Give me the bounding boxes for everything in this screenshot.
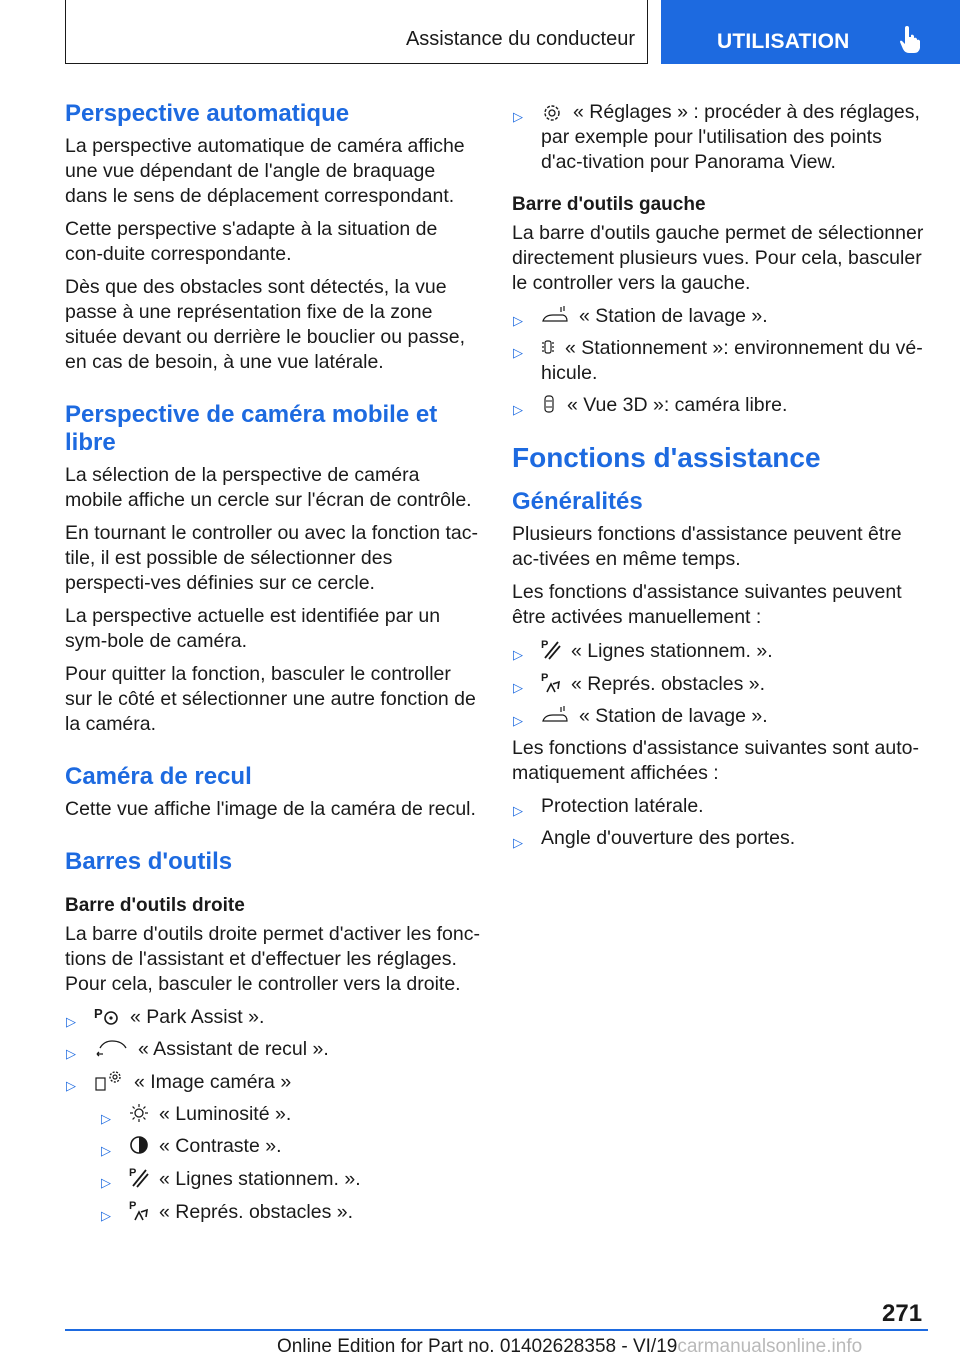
- right-column: [512, 100, 928, 858]
- paragraph: La barre d'outils gauche permet de sélectionner directement plusieurs vues. Pour cela, basculer le controller vers la gauche.: [512, 222, 924, 294]
- bullet-triangle-icon: ▷: [513, 313, 523, 328]
- list-item: [65, 1005, 480, 1030]
- svg-text:P: P: [541, 639, 549, 651]
- section-title: Barres d'outils: [65, 848, 233, 875]
- left-column: [65, 100, 480, 1232]
- list-item: [100, 1102, 480, 1127]
- list-item: [512, 304, 928, 329]
- reverse-assistant-icon: [94, 1038, 128, 1058]
- list-item: [100, 1134, 480, 1159]
- list-item: [65, 1037, 480, 1062]
- list-item-text: « Park Assist ».: [130, 1006, 265, 1028]
- list-item-text: « Image caméra »: [134, 1071, 292, 1093]
- bullet-triangle-icon: ▷: [513, 713, 523, 728]
- park-assist-icon: [94, 1006, 120, 1026]
- list-item: [512, 704, 928, 729]
- list-item-text: « Lignes stationnem. ».: [571, 640, 773, 662]
- bullet-triangle-icon: ▷: [101, 1143, 111, 1158]
- manual-functions-list: [512, 638, 928, 729]
- contrast-icon: [129, 1135, 149, 1155]
- list-item-text: « Station de lavage ».: [579, 305, 768, 327]
- chapter-title: Fonctions d'assistance: [512, 442, 821, 473]
- bullet-triangle-icon: ▷: [513, 680, 523, 695]
- bullet-triangle-icon: ▷: [513, 109, 523, 124]
- bullet-triangle-icon: ▷: [66, 1014, 76, 1029]
- list-item-text: « Lignes stationnem. ».: [159, 1168, 361, 1190]
- parking-lines-icon: [129, 1166, 149, 1188]
- paragraph: Cette perspective s'adapte à la situation de con-duite correspondante.: [65, 218, 438, 265]
- paragraph: La sélection de la perspective de caméra mobile affiche un cercle sur l'écran de contrôle.: [65, 464, 472, 511]
- brightness-icon: [129, 1103, 149, 1123]
- settings-list: [512, 100, 928, 175]
- footer-divider: [65, 1329, 928, 1331]
- list-item-text: Angle d'ouverture des portes.: [541, 827, 796, 849]
- list-item: [512, 638, 928, 664]
- list-item-text: « Assistant de recul ».: [138, 1038, 329, 1060]
- list-item-text: « Vue 3D »: caméra libre.: [567, 394, 788, 416]
- section-title: Caméra de recul: [65, 763, 252, 790]
- footer: [277, 1336, 862, 1358]
- header-tab[interactable]: [661, 0, 960, 64]
- list-item-text: « Représ. obstacles ».: [159, 1201, 354, 1223]
- list-item: [100, 1166, 480, 1192]
- paragraph: La barre d'outils droite permet d'activer les fonc-tions de l'assistant et d'effectuer les réglages. Pour cela, basculer le controller vers la droite.: [65, 923, 480, 995]
- page-number: 271: [882, 1300, 923, 1327]
- header-box: [65, 0, 648, 64]
- bullet-triangle-icon: ▷: [513, 835, 523, 850]
- paragraph: Les fonctions d'assistance suivantes peuvent être activées manuellement :: [512, 581, 902, 628]
- paragraph: La perspective automatique de caméra affiche une vue dépendant de l'angle de braquage dans le sens de déplacement correspondant.: [65, 135, 465, 207]
- paragraph: La perspective actuelle est identifiée par un sym-bole de caméra.: [65, 605, 441, 652]
- bullet-triangle-icon: ▷: [513, 402, 523, 417]
- paragraph: Pour quitter la fonction, basculer le controller sur le côté et sélectionner une autre fonction de la caméra.: [65, 663, 476, 735]
- camera-image-icon: [94, 1069, 124, 1091]
- list-item-text: « Réglages » : procéder à des réglages, par exemple pour l'utilisation des points d'ac-tivation pour Panorama View.: [541, 101, 920, 173]
- list-item-text: « Luminosité ».: [159, 1103, 292, 1125]
- list-item: [512, 826, 928, 851]
- paragraph: Plusieurs fonctions d'assistance peuvent être ac-tivées en même temps.: [512, 523, 902, 570]
- header-tab-label: UTILISATION: [717, 30, 850, 53]
- camera-image-sublist: [100, 1102, 480, 1225]
- obstacle-display-icon: [129, 1199, 149, 1221]
- bullet-triangle-icon: ▷: [66, 1078, 76, 1093]
- svg-text:P: P: [94, 1006, 103, 1021]
- list-item: [512, 336, 928, 386]
- paragraph: Dès que des obstacles sont détectés, la vue passe à une représentation fixe de la zone située devant ou derrière le bouclier ou passe, en cas de besoin, à une vue latérale.: [65, 276, 465, 373]
- bullet-triangle-icon: ▷: [513, 647, 523, 662]
- svg-text:P: P: [129, 1167, 137, 1179]
- list-item: [100, 1199, 480, 1225]
- list-item: [512, 794, 928, 819]
- obstacle-display-icon: [541, 671, 561, 693]
- list-item: [512, 100, 928, 175]
- view-3d-icon: [541, 394, 557, 414]
- list-item-text: « Représ. obstacles ».: [571, 673, 766, 695]
- paragraph: Cette vue affiche l'image de la caméra de recul.: [65, 798, 476, 820]
- bullet-triangle-icon: ▷: [513, 345, 523, 360]
- hand-pointer-icon: [899, 26, 921, 54]
- header-title: Assistance du conducteur: [405, 28, 635, 50]
- parking-lines-icon: [541, 638, 561, 660]
- subsection-title: Barre d'outils gauche: [512, 194, 706, 215]
- subsection-title: Barre d'outils droite: [65, 895, 245, 916]
- car-wash-icon: [541, 305, 569, 325]
- gear-icon: [541, 102, 563, 124]
- list-item-text: « Stationnement »: environnement du vé-hicule.: [541, 337, 923, 384]
- section-title: Généralités: [512, 488, 643, 515]
- bullet-triangle-icon: ▷: [101, 1175, 111, 1190]
- section-title: Perspective automatique: [65, 100, 350, 127]
- list-item: [65, 1069, 480, 1225]
- svg-text:P: P: [129, 1200, 137, 1212]
- toolbar-right-list: [65, 1005, 480, 1225]
- car-wash-icon: [541, 705, 569, 725]
- section-title: Perspective de caméra mobile et libre: [65, 401, 438, 456]
- list-item-text: « Contraste ».: [159, 1135, 282, 1157]
- watermark: carmanualsonline.info: [677, 1336, 863, 1357]
- list-item-text: Protection latérale.: [541, 795, 704, 817]
- list-item: [512, 671, 928, 697]
- paragraph: Les fonctions d'assistance suivantes sont auto-matiquement affichées :: [512, 737, 919, 784]
- svg-text:P: P: [541, 672, 549, 684]
- bullet-triangle-icon: ▷: [66, 1046, 76, 1061]
- toolbar-left-list: [512, 304, 928, 418]
- footer-edition: Online Edition for Part no. 01402628358 - VI/19: [277, 1336, 678, 1357]
- bullet-triangle-icon: ▷: [101, 1208, 111, 1223]
- parking-surroundings-icon: [541, 337, 555, 357]
- bullet-triangle-icon: ▷: [101, 1111, 111, 1126]
- auto-functions-list: [512, 794, 928, 851]
- list-item: [512, 393, 928, 418]
- paragraph: En tournant le controller ou avec la fonction tac-tile, il est possible de sélectionner des perspecti-ves définies sur ce cercle.: [65, 522, 478, 594]
- list-item-text: « Station de lavage ».: [579, 705, 768, 727]
- bullet-triangle-icon: ▷: [513, 803, 523, 818]
